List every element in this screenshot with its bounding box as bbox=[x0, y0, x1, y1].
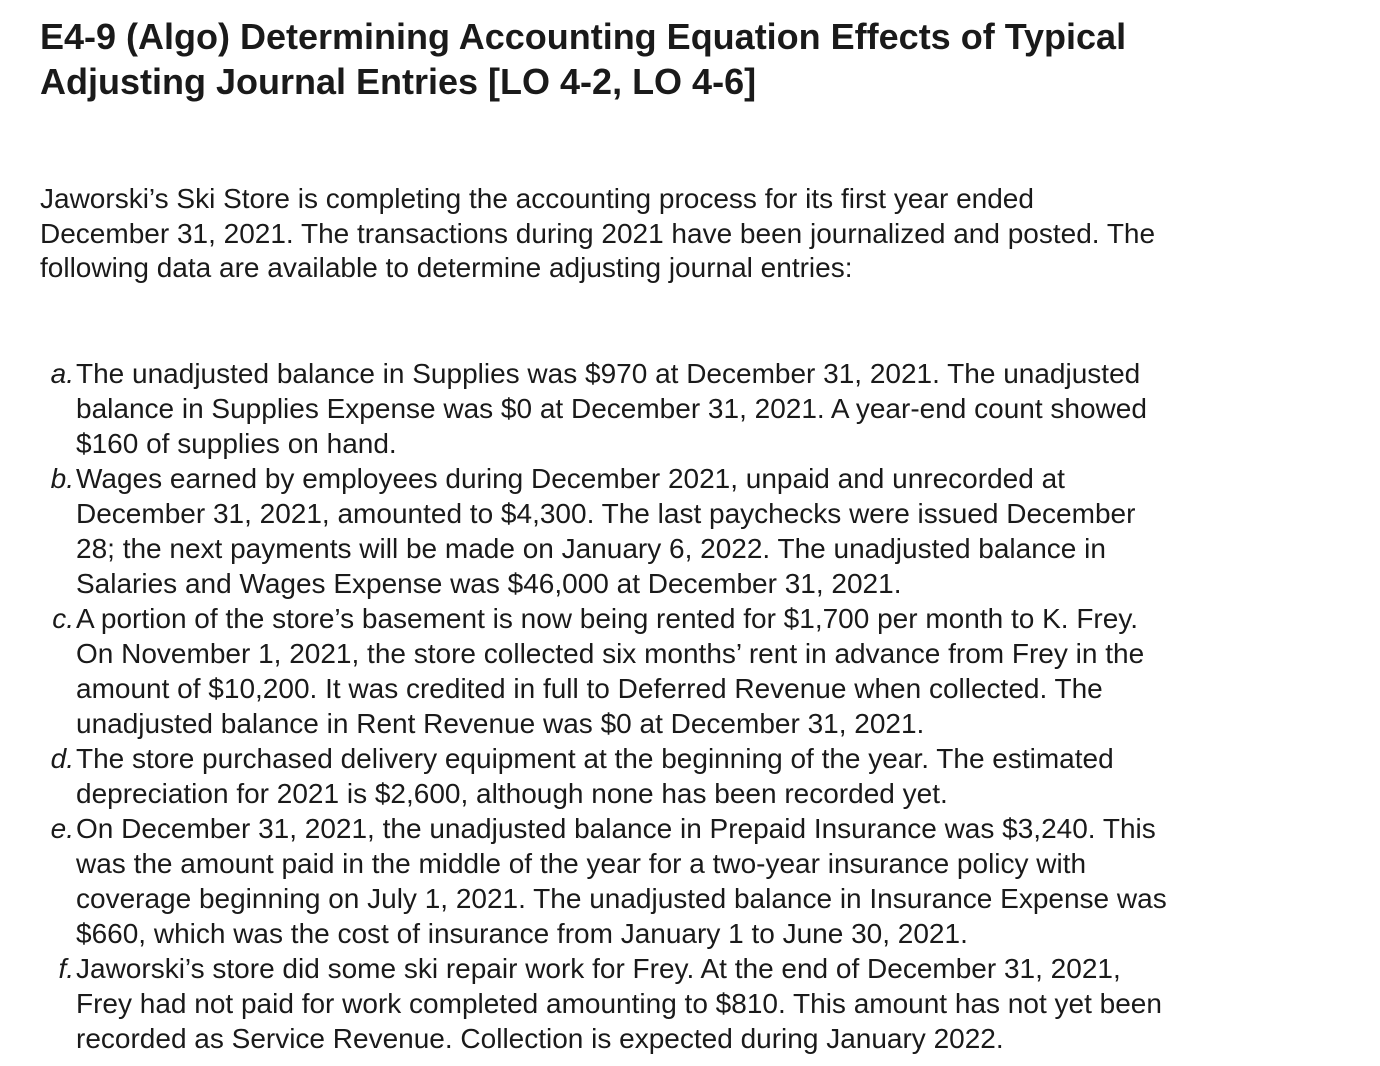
item-marker: e. bbox=[50, 812, 74, 844]
list-item-e bbox=[40, 811, 1350, 951]
item-line: $660, which was the cost of insurance from January 1 to June 30, 2021. bbox=[76, 917, 968, 949]
document-page bbox=[40, 14, 1350, 1056]
item-text bbox=[76, 461, 1350, 601]
item-text bbox=[76, 951, 1350, 1056]
item-line: Wages earned by employees during December 2021, unpaid and unrecorded at bbox=[76, 462, 1065, 494]
item-marker: d. bbox=[50, 742, 74, 774]
item-line: unadjusted balance in Rent Revenue was $0 at December 31, 2021. bbox=[76, 707, 925, 739]
item-marker: f. bbox=[58, 952, 74, 984]
title-line-2: Adjusting Journal Entries [LO 4-2, LO 4-6] bbox=[40, 61, 757, 102]
item-marker: c. bbox=[52, 602, 74, 634]
item-marker: b. bbox=[50, 462, 74, 494]
adjustment-items-list bbox=[40, 356, 1350, 1056]
item-line: Frey had not paid for work completed amounting to $810. This amount has not yet been bbox=[76, 987, 1162, 1019]
item-line: A portion of the store’s basement is now being rented for $1,700 per month to K. Frey. bbox=[76, 602, 1139, 634]
item-line: The store purchased delivery equipment at the beginning of the year. The estimated bbox=[76, 742, 1114, 774]
item-line: balance in Supplies Expense was $0 at December 31, 2021. A year-end count showed bbox=[76, 392, 1147, 424]
item-text bbox=[76, 356, 1350, 461]
item-line: December 31, 2021, amounted to $4,300. The last paychecks were issued December bbox=[76, 497, 1136, 529]
item-line: amount of $10,200. It was credited in full to Deferred Revenue when collected. The bbox=[76, 672, 1103, 704]
item-line: 28; the next payments will be made on January 6, 2022. The unadjusted balance in bbox=[76, 532, 1106, 564]
title-line-1: E4-9 (Algo) Determining Accounting Equation Effects of Typical bbox=[40, 16, 1127, 57]
intro-paragraph bbox=[40, 182, 1350, 286]
item-text bbox=[76, 741, 1350, 811]
item-line: The unadjusted balance in Supplies was $970 at December 31, 2021. The unadjusted bbox=[76, 357, 1141, 389]
list-item-d bbox=[40, 741, 1350, 811]
item-line: depreciation for 2021 is $2,600, although none has been recorded yet. bbox=[76, 777, 948, 809]
intro-line-3: following data are available to determine adjusting journal entries: bbox=[40, 252, 853, 283]
intro-line-2: December 31, 2021. The transactions during 2021 have been journalized and posted. The bbox=[40, 217, 1156, 249]
item-line: On December 31, 2021, the unadjusted balance in Prepaid Insurance was $3,240. This bbox=[76, 812, 1156, 844]
list-item-a bbox=[40, 356, 1350, 461]
list-item-c bbox=[40, 601, 1350, 741]
list-item-f bbox=[40, 951, 1350, 1056]
item-line: $160 of supplies on hand. bbox=[76, 427, 397, 459]
item-line: recorded as Service Revenue. Collection is expected during January 2022. bbox=[76, 1022, 1004, 1054]
item-text bbox=[76, 601, 1350, 741]
item-line: coverage beginning on July 1, 2021. The unadjusted balance in Insurance Expense was bbox=[76, 882, 1167, 914]
exercise-title bbox=[40, 14, 1350, 104]
item-line: On November 1, 2021, the store collected six months’ rent in advance from Frey in the bbox=[76, 637, 1145, 669]
item-line: Jaworski’s store did some ski repair work for Frey. At the end of December 31, 2021, bbox=[76, 952, 1121, 984]
item-marker: a. bbox=[50, 357, 74, 389]
item-line: was the amount paid in the middle of the year for a two-year insurance policy with bbox=[76, 847, 1087, 879]
item-line: Salaries and Wages Expense was $46,000 at December 31, 2021. bbox=[76, 567, 902, 599]
list-item-b bbox=[40, 461, 1350, 601]
item-text bbox=[76, 811, 1350, 951]
intro-line-1: Jaworski’s Ski Store is completing the accounting process for its first year ended bbox=[40, 183, 1034, 214]
